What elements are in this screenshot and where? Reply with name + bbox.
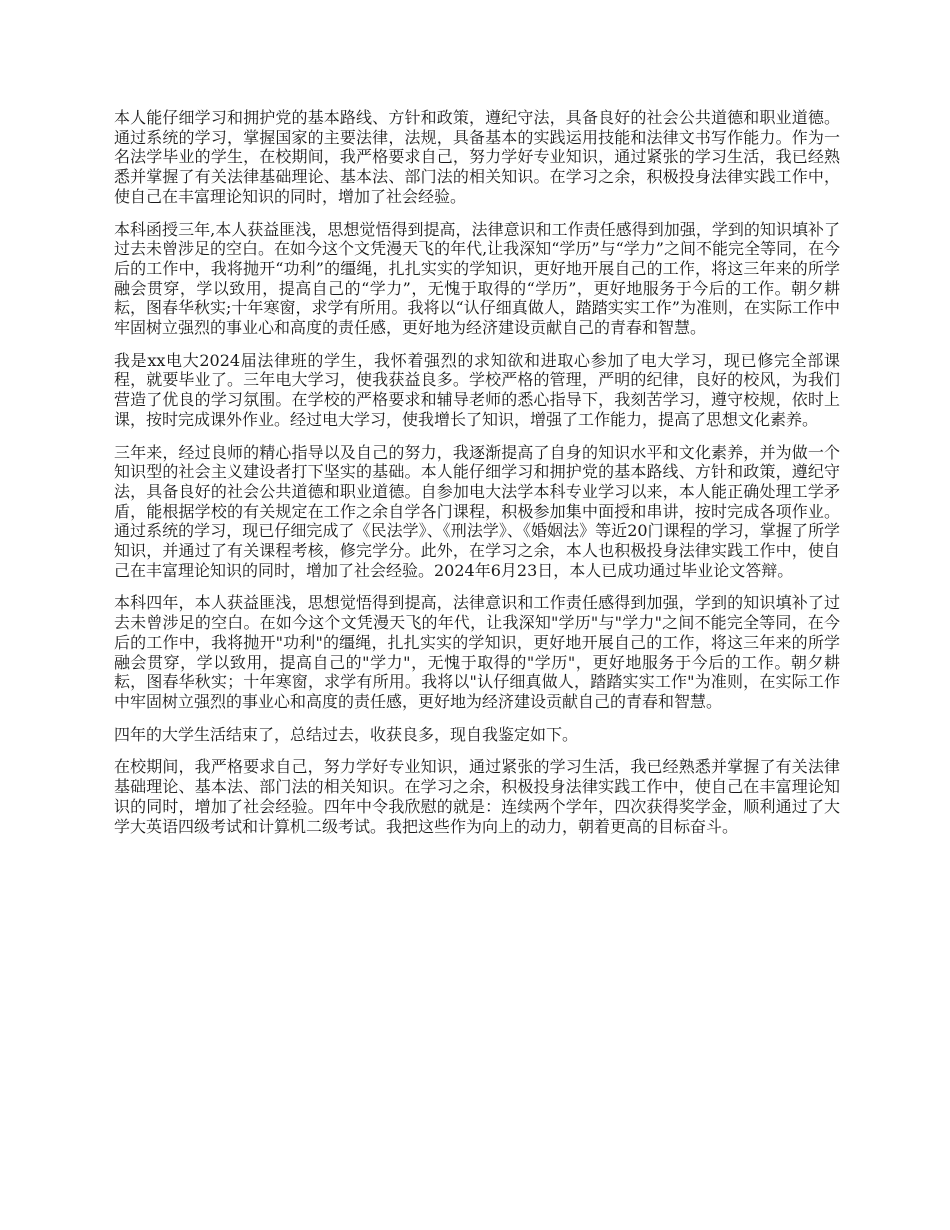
paragraph-2: 本科函授三年,本人获益匪浅，思想觉悟得到提高，法律意识和工作责任感得到加强，学到的知识填补了过去未曾涉足的空白。在如今这个文凭漫天飞的年代,让我深知“学历”与“学力”之间不能完全等同，在今后的工作中，我将抛开“功利”的缰绳，扎扎实实的学知识，更好地开展自己的工作，将这三年来的所学融会贯穿，学以致用，提高自己的“学力”，无愧于取得的“学历”，更好地服务于今后的工作。朝夕耕耘，图春华秋实;十年寒窗，求学有所用。我将以“认仔细真做人，踏踏实实工作”为准则，在实际工作中牢固树立强烈的事业心和高度的责任感，更好地为经济建设贡献自己的青春和智慧。 (114, 219, 840, 338)
paragraph-6: 四年的大学生活结束了，总结过去，收获良多，现自我鉴定如下。 (114, 724, 579, 744)
paragraph-7: 在校期间，我严格要求自己，努力学好专业知识，通过紧张的学习生活，我已经熟悉并掌握了有关法律基础理论、基本法、部门法的相关知识。在学习之余，积极投身法律实践工作中，使自己在丰富理论知识的同时，增加了社会经验。四年中令我欣慰的就是：连续两个学年，四次获得奖学金，顺利通过了大学大英语四级考试和计算机二级考试。我把这些作为向上的动力，朝着更高的目标奋斗。 (114, 757, 840, 836)
paragraph-3: 我是xx电大2024届法律班的学生，我怀着强烈的求知欲和进取心参加了电大学习，现已修完全部课程，就要毕业了。三年电大学习，使我获益良多。学校严格的管理，严明的纪律，良好的校风，为我们营造了优良的学习氛围。在学校的严格要求和辅导老师的悉心指导下，我刻苦学习，遵守校规，依时上课，按时完成课外作业。经过电大学习，使我增长了知识，增强了工作能力，提高了思想文化素养。 (114, 350, 840, 429)
paragraph-5: 本科四年，本人获益匪浅，思想觉悟得到提高，法律意识和工作责任感得到加强，学到的知识填补了过去未曾涉足的空白。在如今这个文凭漫天飞的年代，让我深知"学历"与"学力"之间不能完全等同，在今后的工作中，我将抛开"功利"的缰绳，扎扎实实的学知识，更好地开展自己的工作，将这三年来的所学融会贯穿，学以致用，提高自己的"学力"，无愧于取得的"学历"，更好地服务于今后的工作。朝夕耕耘，图春华秋实；十年寒窗，求学有所用。我将以"认仔细真做人，踏踏实实工作"为准则，在实际工作中牢固树立强烈的事业心和高度的责任感，更好地为经济建设贡献自己的青春和智慧。 (114, 593, 840, 711)
paragraph-4: 三年来，经过良师的精心指导以及自己的努力，我逐渐提高了自身的知识水平和文化素养，并为做一个知识型的社会主义建设者打下坚实的基础。本人能仔细学习和拥护党的基本路线、方针和政策，遵纪守法，具备良好的社会公共道德和职业道德。自参加电大法学本科专业学习以来，本人能正确处理工学矛盾，能根据学校的有关规定在工作之余自学各门课程，积极参加集中面授和串讲，按时完成各项作业。通过系统的学习，现已仔细完成了《民法学》、《刑法学》、《婚姻法》等近20门课程的学习，掌握了所学知识，并通过了有关课程考核，修完学分。此外，在学习之余，本人也积极投身法律实践工作中，使自己在丰富理论知识的同时，增加了社会经验。2024年6月23日，本人已成功通过毕业论文答辩。 (114, 442, 840, 580)
document-body (114, 108, 840, 849)
paragraph-1: 本人能仔细学习和拥护党的基本路线、方针和政策，遵纪守法，具备良好的社会公共道德和职业道德。通过系统的学习，掌握国家的主要法律，法规，具备基本的实践运用技能和法律文书写作能力。作为一名法学毕业的学生，在校期间，我严格要求自己，努力学好专业知识，通过紧张的学习生活，我已经熟悉并掌握了有关法律基础理论、基本法、部门法的相关知识。在学习之余，积极投身法律实践工作中，使自己在丰富理论知识的同时，增加了社会经验。 (114, 108, 840, 206)
